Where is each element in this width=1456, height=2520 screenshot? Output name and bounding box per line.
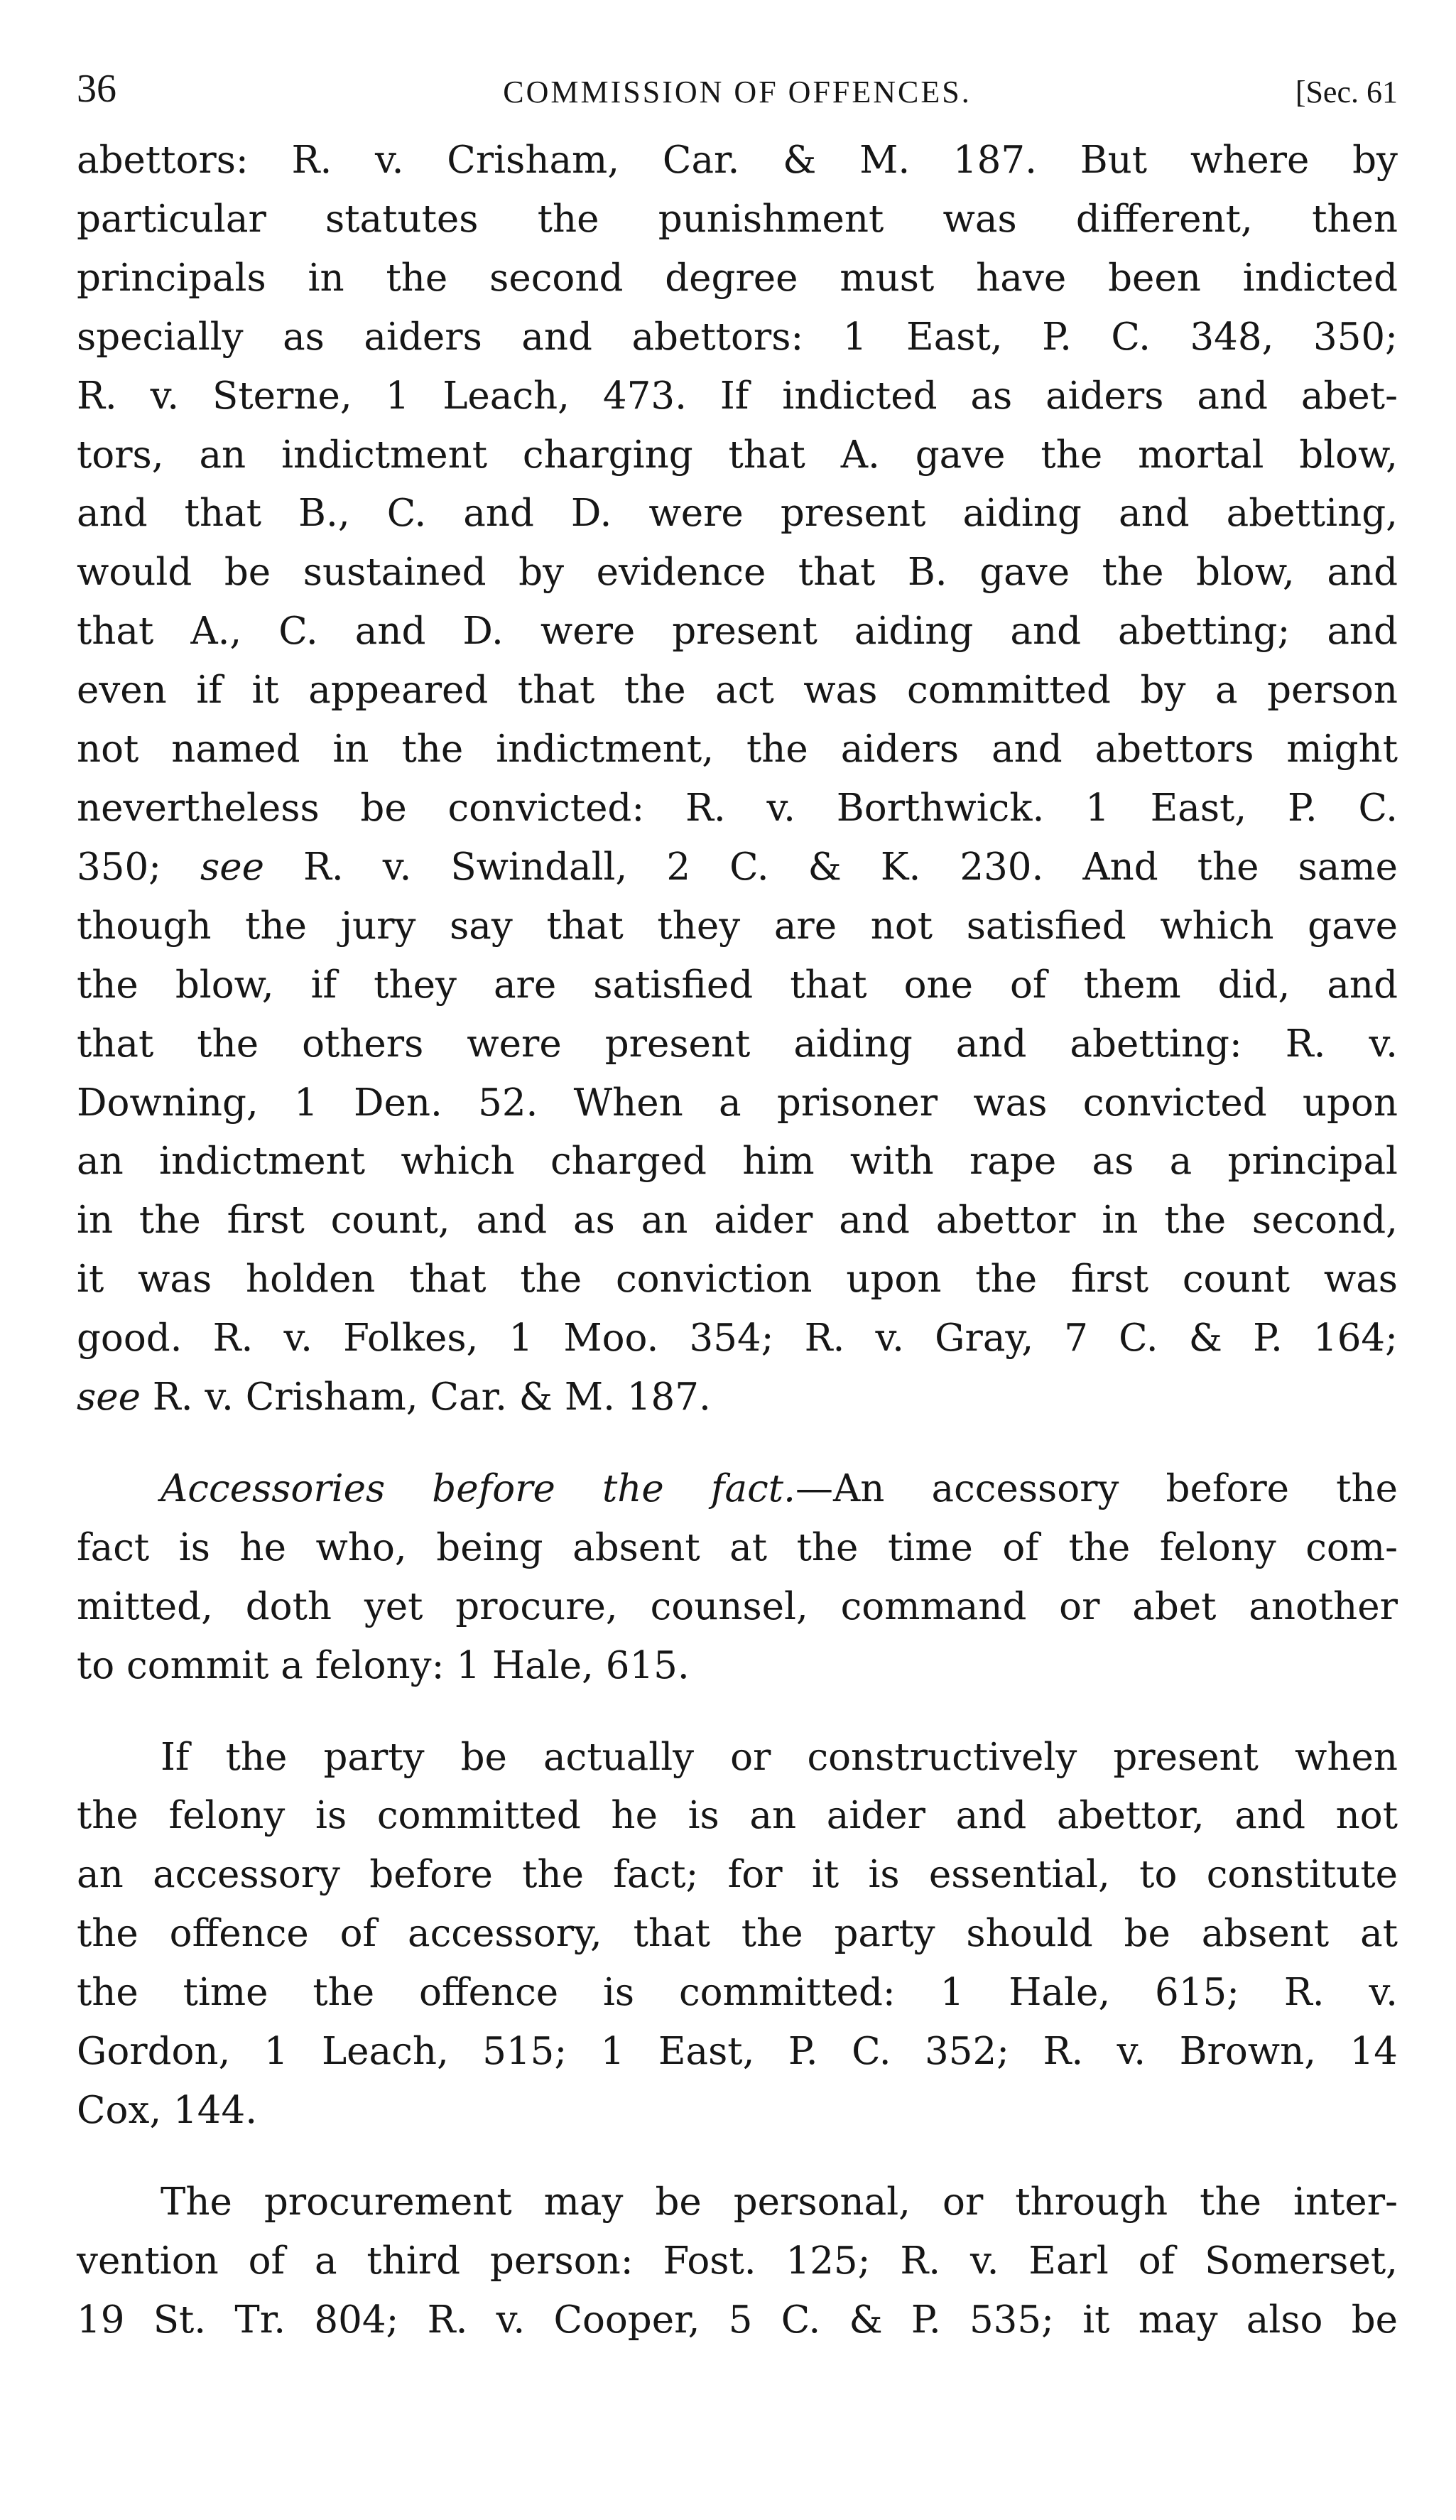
- text-line: [77, 1460, 1398, 1519]
- text-line: 19 St. Tr. 804; R. v. Cooper, 5 C. & P. 535; it may also be: [77, 2298, 1398, 2342]
- text-line: would be sustained by evidence that B. gave the blow, and: [77, 551, 1398, 595]
- text-line: the felony is committed he is an aider and abettor, and not: [77, 1794, 1398, 1838]
- running-head: [77, 67, 1398, 131]
- text-line: not named in the indictment, the aiders and abettors might: [77, 728, 1398, 772]
- text-line: though the jury say that they are not satisfied which gave: [77, 904, 1398, 948]
- paragraph-accessories-before-fact: [77, 1460, 1398, 1696]
- text-line: even if it appeared that the act was committed by a person: [77, 669, 1398, 713]
- text-line: 350; see R. v. Swindall, 2 C. & K. 230. And the same: [77, 845, 1398, 889]
- text-line: nevertheless be convicted: R. v. Borthwick. 1 East, P. C.: [77, 786, 1398, 830]
- text-line: an accessory before the fact; for it is essential, to constitute: [77, 1853, 1398, 1897]
- paragraph-procurement: [77, 2173, 1398, 2350]
- text-line: it was holden that the conviction upon the first count was: [77, 1258, 1398, 1302]
- paragraph-presence-requirement: [77, 1729, 1398, 2141]
- text-line: that the others were present aiding and abetting: R. v.: [77, 1022, 1398, 1066]
- text-line: and that B., C. and D. were present aiding and abetting,: [77, 492, 1398, 536]
- text-line: an indictment which charged him with rape as a principal: [77, 1140, 1398, 1184]
- text-line: particular statutes the punishment was different, then: [77, 197, 1398, 241]
- paragraph-principals-second-degree: [77, 131, 1398, 1427]
- text-line: specially as aiders and abettors: 1 East, P. C. 348, 350;: [77, 315, 1398, 359]
- text-line: in the first count, and as an aider and abettor in the second,: [77, 1199, 1398, 1243]
- text-line: mitted, doth yet procure, counsel, command or abet another: [77, 1584, 1398, 1628]
- text-line: tors, an indictment charging that A. gave the mortal blow,: [77, 433, 1398, 477]
- text-line: see R. v. Crisham, Car. & M. 187.: [77, 1375, 711, 1419]
- section-reference: [Sec. 61: [1295, 75, 1398, 109]
- text-line: R. v. Sterne, 1 Leach, 473. If indicted as aiders and abet-: [77, 374, 1398, 418]
- text-line: The procurement may be personal, or through the inter-: [161, 2180, 1398, 2224]
- page-number: 36: [77, 67, 116, 111]
- text-line: Downing, 1 Den. 52. When a prisoner was convicted upon: [77, 1081, 1398, 1125]
- text-line: vention of a third person: Fost. 125; R. v. Earl of Somerset,: [77, 2239, 1398, 2283]
- body-text: [77, 131, 1398, 2350]
- text-line: principals in the second degree must have been indicted: [77, 256, 1398, 300]
- text-line: the offence of accessory, that the party should be absent at: [77, 1912, 1398, 1956]
- text-line: abettors: R. v. Crisham, Car. & M. 187. But where by: [77, 139, 1398, 182]
- heading-continuation: —An accessory before the: [795, 1466, 1398, 1510]
- text-line: the blow, if they are satisfied that one of them did, and: [77, 963, 1398, 1007]
- text-line: that A., C. and D. were present aiding and abetting; and: [77, 610, 1398, 654]
- text-line: Gordon, 1 Leach, 515; 1 East, P. C. 352; R. v. Brown, 14: [77, 2030, 1398, 2074]
- running-title: COMMISSION OF OFFENCES.: [503, 75, 972, 109]
- text-line: the time the offence is committed: 1 Hale, 615; R. v.: [77, 1971, 1398, 2015]
- section-heading: Accessories before the fact.: [161, 1466, 795, 1510]
- text-line: good. R. v. Folkes, 1 Moo. 354; R. v. Gray, 7 C. & P. 164;: [77, 1316, 1398, 1361]
- text-line: fact is he who, being absent at the time of the felony com-: [77, 1525, 1398, 1569]
- text-line: to commit a felony: 1 Hale, 615.: [77, 1643, 690, 1687]
- text-line: Cox, 144.: [77, 2089, 258, 2132]
- book-page: [77, 67, 1398, 2350]
- text-line: If the party be actually or constructively present when: [161, 1735, 1398, 1779]
